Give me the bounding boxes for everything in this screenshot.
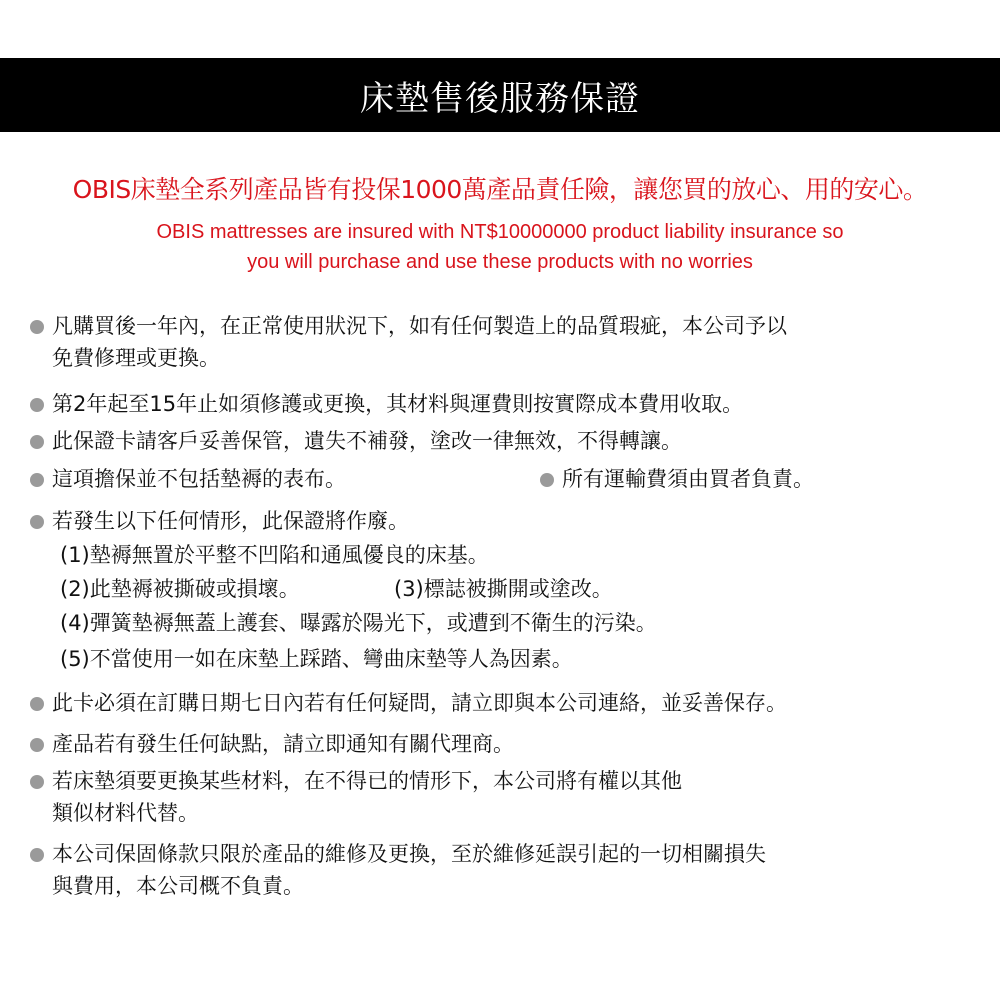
term-4b-text: 所有運輸費須由買者負責。	[562, 467, 814, 491]
term-1-line1: 凡購買後一年內，在正常使用狀況下，如有任何製造上的品質瑕疵，本公司予以	[52, 314, 787, 338]
void-condition-5: (5)不當使用一如在床墊上踩踏、彎曲床墊等人為因素。	[60, 647, 573, 671]
term-item-3	[30, 425, 682, 457]
term-9-line1: 本公司保固條款只限於產品的維修及更換，至於維修延誤引起的一切相關損失	[52, 842, 766, 866]
term-item-6	[30, 687, 787, 719]
bullet-icon	[30, 398, 44, 412]
void-condition-3: (3)標誌被撕開或塗改。	[394, 577, 613, 601]
bullet-icon	[30, 848, 44, 862]
term-item-1	[30, 310, 787, 374]
insurance-notice-en	[0, 217, 1000, 277]
void-condition-1: (1)墊褥無置於平整不凹陷和通風優良的床基。	[60, 543, 489, 567]
insurance-notice-en-line1: OBIS mattresses are insured with NT$10000000 product liability insurance so	[156, 221, 844, 243]
term-item-5	[30, 505, 409, 537]
term-8-line1: 若床墊須要更換某些材料，在不得已的情形下，本公司將有權以其他	[52, 769, 682, 793]
term-item-7	[30, 728, 514, 760]
term-1-line2: 免費修理或更換。	[52, 346, 220, 370]
term-4a-text: 這項擔保並不包括墊褥的表布。	[52, 467, 346, 491]
bullet-icon	[30, 738, 44, 752]
bullet-icon	[30, 515, 44, 529]
bullet-icon	[30, 320, 44, 334]
term-item-4a	[30, 463, 346, 495]
term-item-2	[30, 388, 743, 420]
term-7-text: 產品若有發生任何缺點，請立即通知有關代理商。	[52, 732, 514, 756]
header-banner	[0, 58, 1000, 132]
insurance-notice-zh: OBIS床墊全系列產品皆有投保1000萬產品責任險，讓您買的放心、用的安心。	[72, 175, 928, 204]
term-2-text: 第2年起至15年止如須修護或更換，其材料與運費則按實際成本費用收取。	[52, 392, 744, 416]
term-item-4b	[540, 463, 814, 495]
term-9-line2: 與費用，本公司概不負責。	[52, 874, 304, 898]
term-item-8	[30, 765, 682, 829]
term-6-text: 此卡必須在訂購日期七日內若有任何疑問，請立即與本公司連絡，並妥善保存。	[52, 691, 787, 715]
insurance-notice-en-line2: you will purchase and use these products with no worries	[247, 251, 753, 273]
bullet-icon	[30, 697, 44, 711]
bullet-icon	[30, 435, 44, 449]
term-3-text: 此保證卡請客戶妥善保管，遺失不補發，塗改一律無效，不得轉讓。	[52, 429, 682, 453]
bullet-icon	[30, 775, 44, 789]
page-title: 床墊售後服務保證	[360, 78, 640, 119]
term-8-line2: 類似材料代替。	[52, 801, 199, 825]
term-5-text: 若發生以下任何情形，此保證將作廢。	[52, 509, 409, 533]
term-item-9	[30, 838, 766, 902]
bullet-icon	[30, 473, 44, 487]
bullet-icon	[540, 473, 554, 487]
void-condition-4: (4)彈簧墊褥無蓋上護套、曝露於陽光下，或遭到不衛生的污染。	[60, 611, 657, 635]
void-condition-2: (2)此墊褥被撕破或損壞。	[60, 577, 300, 601]
